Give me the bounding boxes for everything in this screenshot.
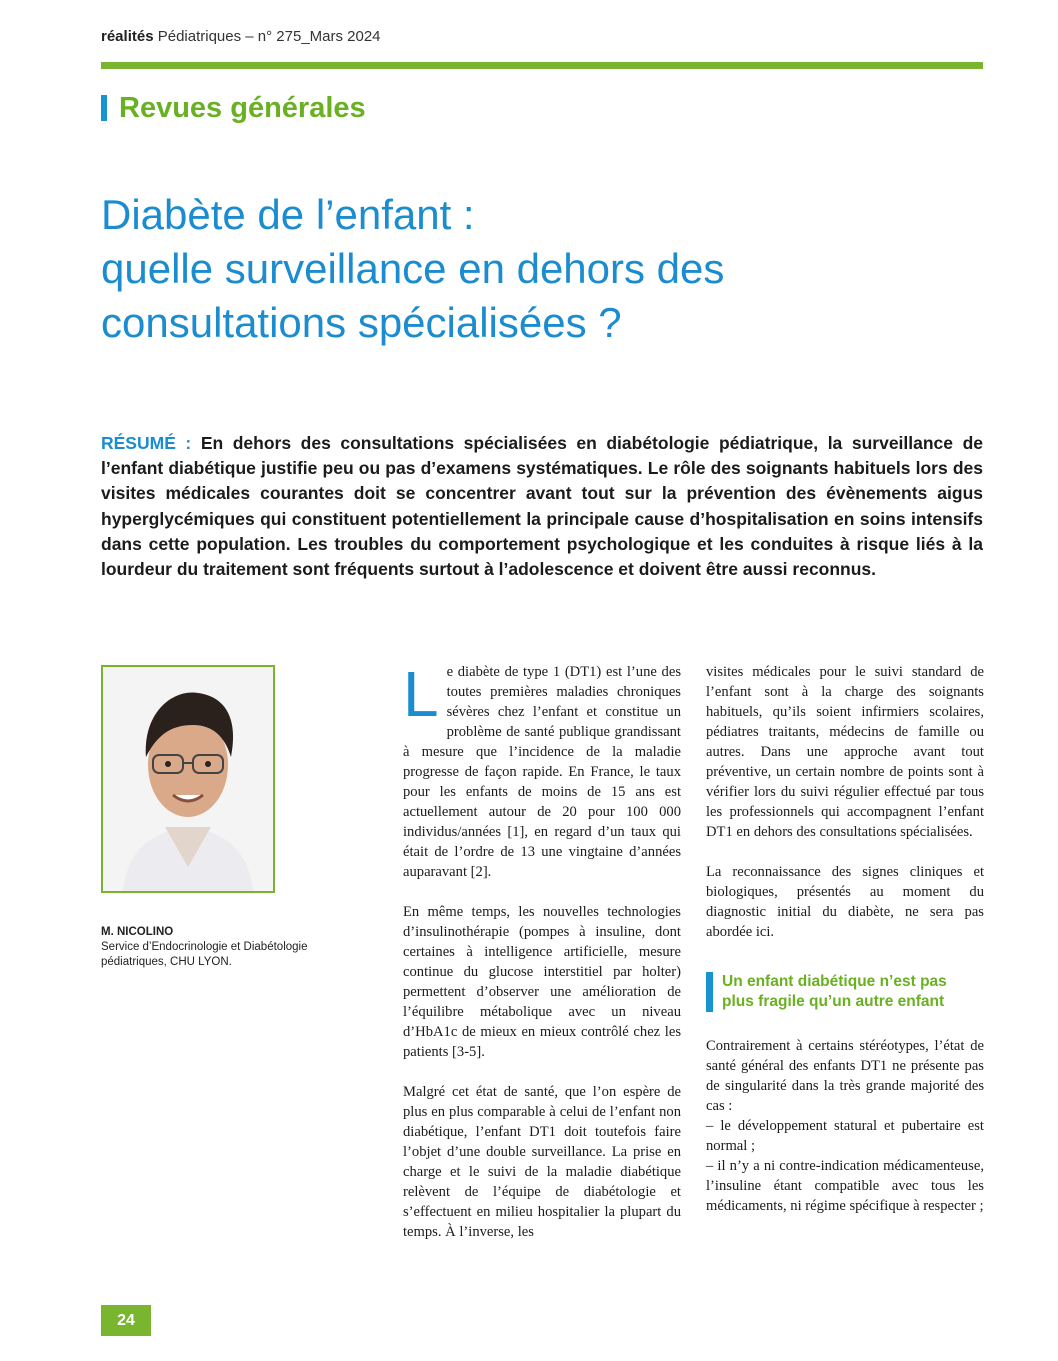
title-line-2: quelle surveillance en dehors des (101, 245, 725, 292)
abstract (101, 431, 983, 582)
paragraph-1 (403, 658, 681, 882)
portrait-photo-icon (103, 667, 273, 891)
body-column-middle (403, 658, 681, 1242)
paragraph-2: En même temps, les nouvelles technologies d’insulinothérapie (pompes à insuline, dont certaines à intelligence artificielle, mesure continue du glucose interstitiel par holter) permettent d’observer une amélioration de l’équilibre métabolique avec un niveau d’HbA1c de mieux en mieux contrôlé chez les patients [3-5]. (403, 904, 681, 1060)
subheading-line-2: plus fragile qu’un autre enfant (722, 993, 945, 1010)
author-name: M. NICOLINO (101, 926, 174, 938)
paragraph-6: Contrairement à certains stéréotypes, l’état de santé général des enfants DT1 ne présente pas de singularité dans la très grande majorité des cas : (706, 1038, 984, 1114)
paragraph-3: Malgré cet état de santé, que l’on espère de plus en plus comparable à celui de l’enfant non diabétique, l’enfant DT1 doit toutefois faire l’objet d’une double surveillance. La prise en charge et le suivi de la maladie diabétique relèvent de l’équipe de diabétologie et s’effectuent en milieu hospitalier la plupart du temps. À l’inverse, les (403, 1084, 681, 1240)
header-rule (101, 62, 983, 69)
abstract-lead: RÉSUMÉ : (101, 433, 192, 453)
section-marker (101, 95, 107, 121)
author-block (101, 925, 341, 970)
title-line-1: Diabète de l’enfant : (101, 191, 475, 238)
paragraph-5: La reconnaissance des signes cliniques et biologiques, présentés au moment du diagnostic initial du diabète, ne sera pas abordée ici. (706, 864, 984, 940)
issue-info: Pédiatriques – n° 275_Mars 2024 (157, 28, 381, 45)
paragraph-4: visites médicales pour le suivi standard de l’enfant sont à la charge des soignants habituels, qu’ils soient infirmiers scolaires, pédiatres traitants, médecins de famille ou autres. Dans une approche avant tout préventive, un certain nombre de points sont à vérifier lors du suivi régulier effectué par tous les professionnels qui accompagnent l’enfant DT1 en dehors des consultations spécialisées. (706, 664, 984, 840)
body-column-right (706, 662, 984, 1216)
subheading-line-1: Un enfant diabétique n’est pas (722, 973, 947, 990)
drop-cap: L (403, 658, 439, 730)
article-title (101, 188, 981, 350)
paragraph-1-text: e diabète de type 1 (DT1) est l’une des toutes premières maladies chroniques sévères chez l’enfant et constitue un problème de santé publique grandissant à mesure que l’incidence de la maladie progresse de façon rapide. En France, le taux pour les enfants de moins de 15 ans est actuellement autour de 20 pour 100 000 individus/années [1], en regard d’un taux qui était de l’ordre de 13 une vingtaine d’années auparavant [2]. (403, 664, 681, 880)
subheading (706, 972, 984, 1012)
author-affiliation-2: pédiatriques, CHU LYON. (101, 956, 232, 968)
subheading-marker (706, 972, 713, 1012)
list-item-1: – le développement statural et pubertaire est normal ; (706, 1118, 984, 1154)
section-heading (101, 90, 366, 126)
author-affiliation-1: Service d’Endocrinologie et Diabétologie (101, 941, 308, 953)
journal-brand: réalités (101, 28, 154, 45)
list-item-2: – il n’y a ni contre-indication médicamenteuse, l’insuline étant compatible avec tous les médicaments, ni régime spécifique à respecter ; (706, 1158, 984, 1214)
abstract-text: En dehors des consultations spécialisées en diabétologie pédiatrique, la surveillance de l’enfant diabétique justifie peu ou pas d’examens systématiques. Le rôle des soignants habituels lors des visites médicales courantes doit se concentrer avant tout sur la prévention des évènements aigus hyperglycémiques qui constituent potentiellement la principale cause d’hospitalisation en soins intensifs dans cette population. Les troubles du comportement psychologique et les conduites à risque liés à la lourdeur du traitement sont fréquents surtout à l’adolescence et doivent être aussi reconnus. (101, 433, 983, 580)
author-portrait (101, 665, 275, 893)
title-line-3: consultations spécialisées ? (101, 299, 622, 346)
running-header (101, 28, 381, 45)
section-label: Revues générales (119, 91, 366, 124)
page-number: 24 (101, 1305, 151, 1336)
